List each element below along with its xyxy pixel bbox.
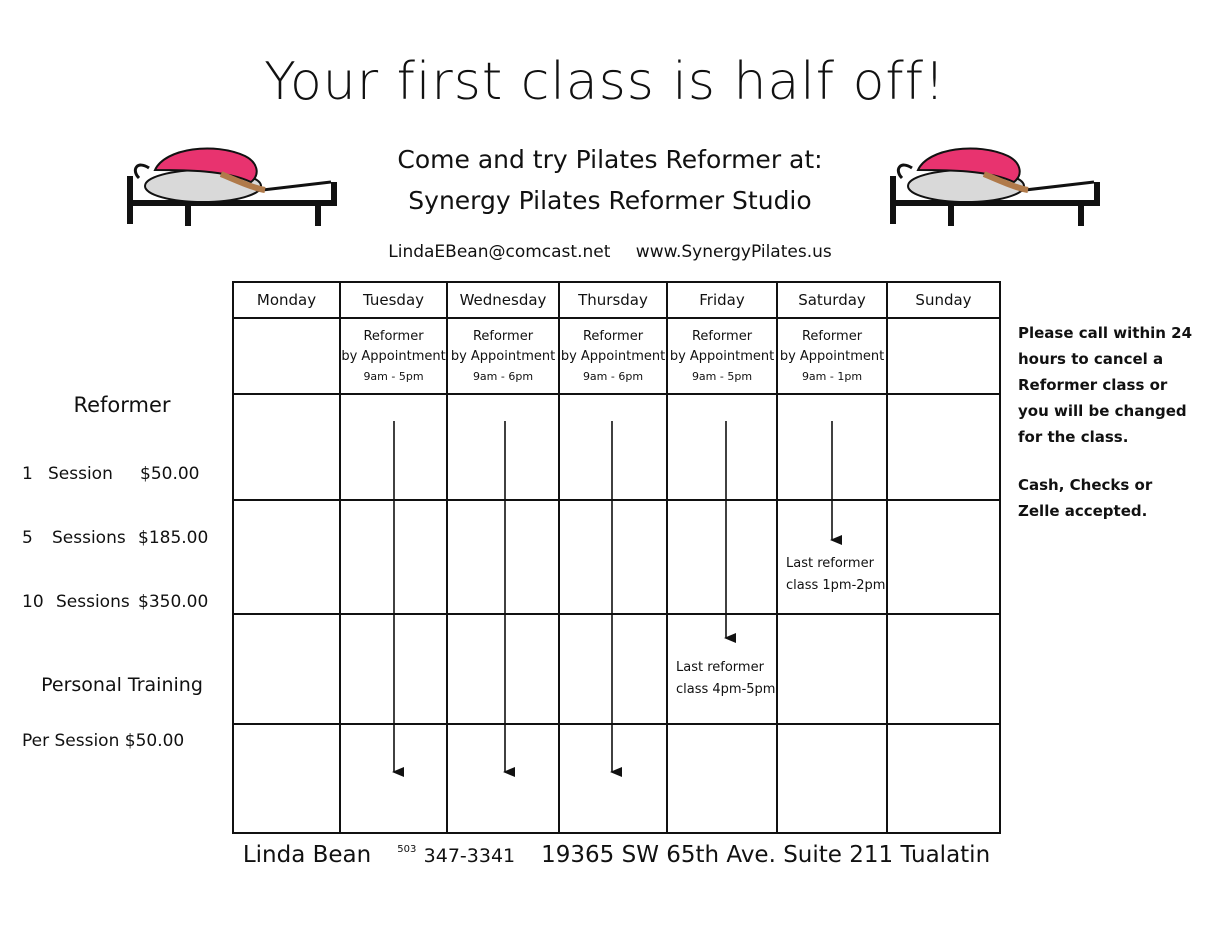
appointment-cell-thursday: Reformer by Appointment 9am - 6pm [559, 318, 667, 394]
price-row-10-sessions: 10 Sessions $350.00 [22, 592, 209, 612]
reformer-price-header: Reformer [73, 393, 171, 417]
personal-training-header: Personal Training [41, 674, 203, 696]
footer-contact [232, 842, 1001, 868]
appointment-cell-friday: Reformer by Appointment 9am - 5pm [667, 318, 777, 394]
day-header-saturday: Saturday [777, 282, 887, 318]
headline: Your first class is half off! [264, 52, 946, 112]
day-header-sunday: Sunday [887, 282, 1000, 318]
subheading-try-reformer: Come and try Pilates Reformer at: [397, 145, 823, 174]
studio-name: Synergy Pilates Reformer Studio [408, 186, 812, 215]
day-header-wednesday: Wednesday [447, 282, 559, 318]
policy-panel [1018, 320, 1198, 546]
appointment-cell-tuesday: Reformer by Appointment 9am - 5pm [340, 318, 447, 394]
email-link[interactable]: LindaEBean@comcast.net [388, 242, 611, 262]
phone-area-code: 503 [397, 844, 417, 855]
day-header-friday: Friday [667, 282, 777, 318]
price-row-1-session: 1 Session $50.00 [22, 464, 200, 484]
saturday-last-class-note: Last reformer class 1pm-2pm [786, 556, 886, 593]
payment-methods: Cash, Checks or Zelle accepted. [1018, 476, 1153, 520]
studio-address: 19365 SW 65th Ave. Suite 211 Tualatin [541, 842, 991, 868]
friday-last-class-note: Last reformer class 4pm-5pm [676, 660, 776, 697]
cancellation-policy: Please call within 24 hours to cancel a Reformer class or you will be changed for the class. [1018, 324, 1193, 446]
day-header-tuesday: Tuesday [340, 282, 447, 318]
phone-number[interactable]: 347-3341 [423, 845, 516, 867]
day-header-monday: Monday [233, 282, 340, 318]
owner-name: Linda Bean [242, 842, 372, 868]
appointment-cell-wednesday: Reformer by Appointment 9am - 6pm [447, 318, 559, 394]
price-row-5-sessions: 5 Sessions $185.00 [22, 528, 209, 548]
website-link[interactable]: www.SynergyPilates.us [635, 242, 832, 262]
appointment-cell-saturday: Reformer by Appointment 9am - 1pm [777, 318, 887, 394]
day-header-thursday: Thursday [559, 282, 667, 318]
personal-training-price: Per Session $50.00 [22, 731, 185, 751]
